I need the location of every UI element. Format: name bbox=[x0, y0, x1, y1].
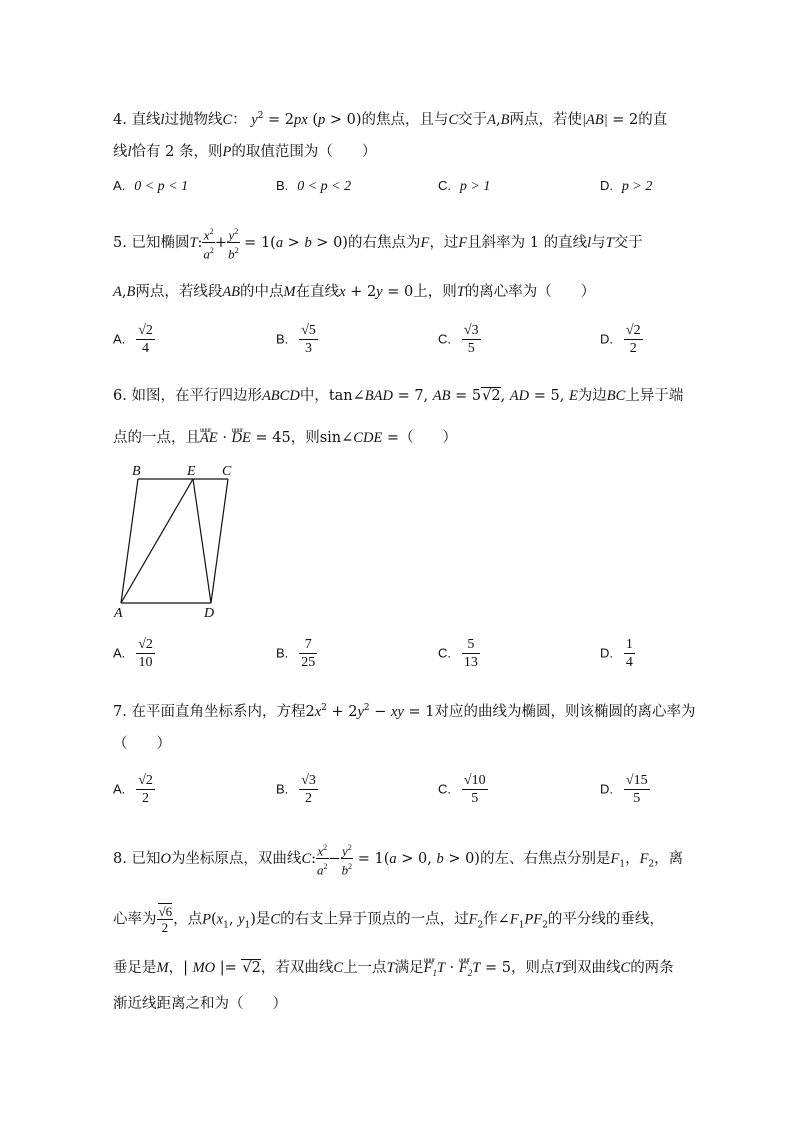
edge-ba bbox=[121, 479, 138, 603]
q7-option-b[interactable]: B. $\frac{√3}{2}$ bbox=[276, 773, 316, 806]
q7-line-2: （ ） bbox=[113, 736, 171, 752]
q5-line-1: 5. 已知椭圆T: $\frac{x^2}{a^2}$ + $\frac{y^2}{b^2}$ = 1(a > b > 0)的右焦点为F，过F且斜率为 1 的直线l与T交于 bbox=[113, 224, 643, 262]
q4-number: 4. bbox=[113, 111, 127, 128]
q6-number: 6. bbox=[113, 388, 127, 404]
q8-number: 8. bbox=[113, 850, 127, 867]
q7-option-c[interactable]: C. $\frac{√10}{5}$ bbox=[438, 773, 486, 806]
q7-option-a[interactable]: A. $\frac{√2}{2}$ bbox=[113, 773, 153, 806]
q7-line-1: 7. 在平面直角坐标系内，方程$2x^2 + 2y^2$ − xy = 1对应的曲线为椭圆，则该椭圆的离心率为 bbox=[113, 703, 696, 720]
q5-option-d[interactable]: D. $\frac{√2}{2}$ bbox=[600, 323, 641, 356]
label-b: B bbox=[132, 464, 141, 479]
q5-option-b[interactable]: B. $\frac{√5}{3}$ bbox=[276, 323, 316, 356]
q6-option-d[interactable]: D. $\frac{1}{4}$ bbox=[600, 637, 633, 670]
label-e: E bbox=[187, 464, 196, 479]
q5-option-c[interactable]: C. $\frac{√3}{5}$ bbox=[438, 323, 479, 356]
q4-line-2: 线l恰有 2 条，则P的取值范围为（ ） bbox=[113, 144, 377, 160]
q4-option-b[interactable]: B. 0 < p < 2 bbox=[276, 178, 352, 194]
q8-line-2: 心率为 $\frac{√6}{2}$ ，点$P(x_1$, $y_1$)是C的右支上异于顶点的一点，过$F_2$作$\angle F_1PF_2$的平分线的垂线， bbox=[113, 904, 664, 935]
q5-line-2: A,B两点，若线段AB的中点M在直线x + 2y = 0上，则T的离心率为（ ） bbox=[113, 284, 596, 300]
q6-option-c[interactable]: C. $\frac{5}{13}$ bbox=[438, 637, 478, 670]
q7-option-d[interactable]: D. $\frac{√15}{5}$ bbox=[600, 773, 648, 806]
label-a: A bbox=[114, 606, 123, 621]
segment-de bbox=[193, 479, 211, 603]
q4-option-a[interactable]: A. 0 < p < 1 bbox=[113, 178, 189, 194]
q8-line-4: 渐近线距离之和为（ ） bbox=[113, 996, 287, 1012]
q5-option-a[interactable]: A. $\frac{√2}{4}$ bbox=[113, 323, 153, 356]
label-d: D bbox=[204, 606, 215, 621]
q4-line-1: 4. 直线l过抛物线C： $y^2 = 2px$ (p > 0)的焦点，且与C交于A,B两点，若使|AB| = 2的直 bbox=[113, 111, 668, 128]
q7-number: 7. bbox=[113, 703, 127, 720]
q8-line-1: 8. 已知O为坐标原点，双曲线C: $\frac{x^2}{a^2}$ − $\frac{y^2}{b^2}$ = 1(a > 0, b > 0)的左、右焦点分别是$F_1$，$F_2$，离 bbox=[113, 840, 683, 878]
q6-line-1: 6. 如图，在平行四边形ABCD中，tan∠BAD = 7, AB = 5√2, AD = 5, E为边BC上异于端 bbox=[113, 388, 684, 404]
segment-ae bbox=[121, 479, 193, 603]
q6-option-b[interactable]: B. $\frac{7}{25}$ bbox=[276, 637, 316, 670]
q8-line-3: 垂足是M，| MO |= √2，若双曲线C上一点T满足uuur $F_1T$ · uuur $F_2T = 5$，则点T到双曲线C的两条 bbox=[113, 958, 674, 983]
q4-option-c[interactable]: C. p > 1 bbox=[438, 178, 491, 194]
edge-cd bbox=[211, 479, 228, 603]
label-c: C bbox=[222, 464, 232, 479]
q6-option-a[interactable]: A. $\frac{√2}{10}$ bbox=[113, 637, 153, 670]
q5-number: 5. bbox=[113, 234, 127, 251]
parallelogram-figure bbox=[108, 460, 248, 625]
q4-option-d[interactable]: D. p > 2 bbox=[600, 178, 653, 194]
q6-line-2: 点的一点，且uuur AE · uuur DE = 45，则sin∠CDE =（ ） bbox=[113, 428, 457, 448]
